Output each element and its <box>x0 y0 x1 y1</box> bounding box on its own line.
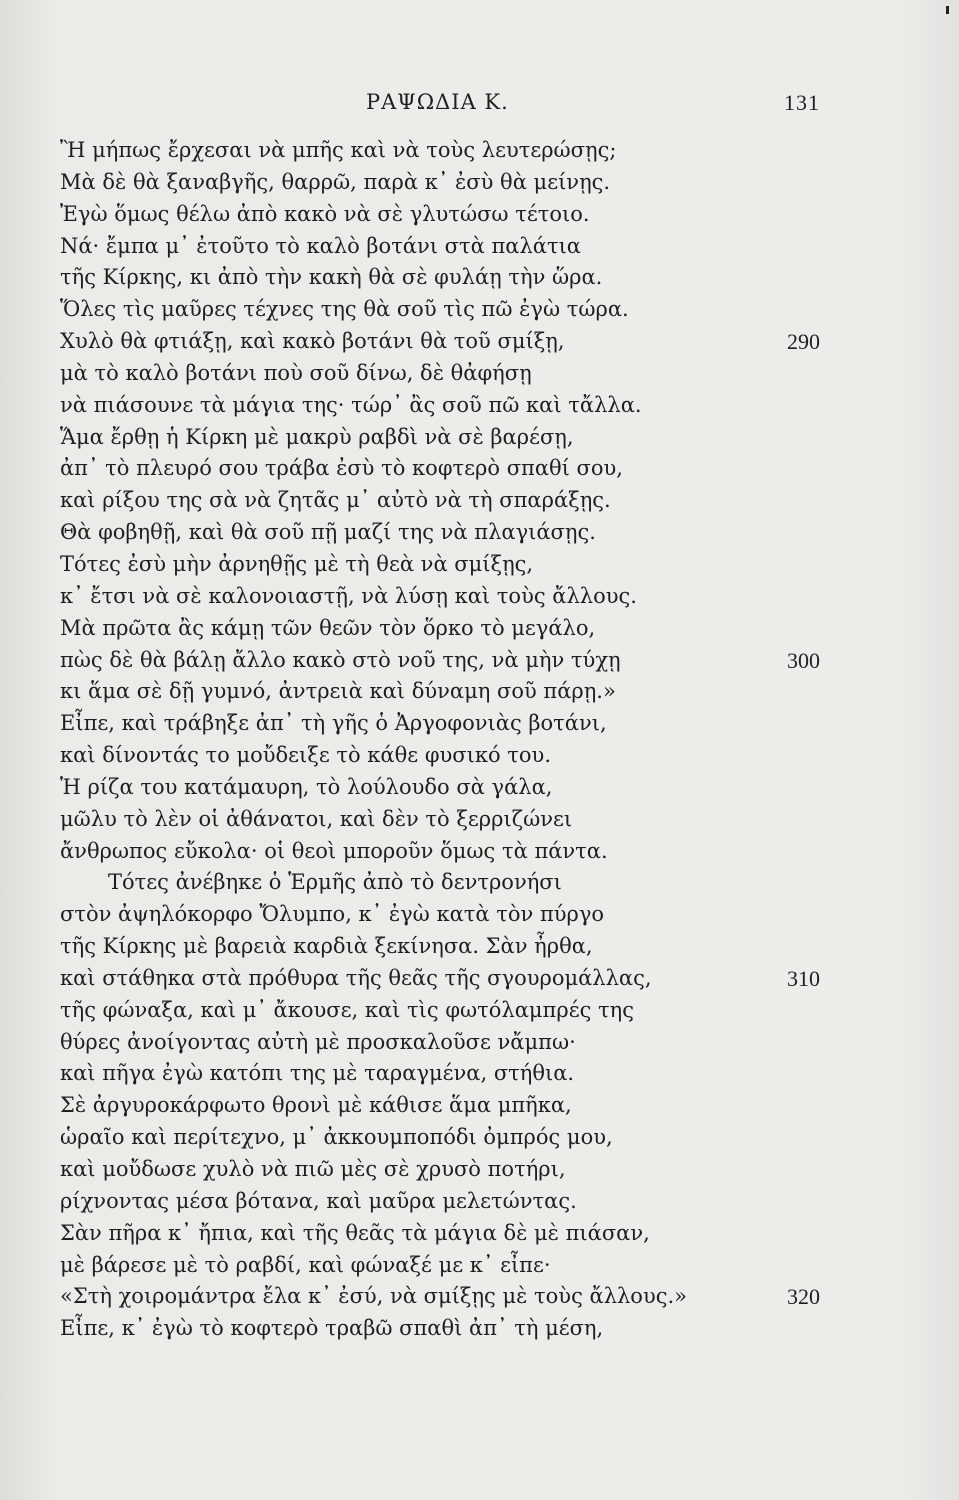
verse-line <box>60 772 820 804</box>
verse-text: Σὲ ἀργυροκάρφωτο θρονὶ μὲ κάθισε ἅμα μπῆκα, <box>60 1093 572 1118</box>
verse-text: «Στὴ χοιρομάντρα ἔλα κ᾽ ἐσύ, νὰ σμίξῃς μὲ τοὺς ἄλλους.» <box>60 1284 688 1309</box>
verse-text: μὲ βάρεσε μὲ τὸ ραβδί, καὶ φώναξέ με κ᾽ εἶπε· <box>60 1252 551 1277</box>
verse-line <box>60 708 820 740</box>
verse-line <box>60 1313 820 1345</box>
verse-line <box>60 231 820 263</box>
verse-text: ἄνθρωπος εὔκολα· οἱ θεοὶ μποροῦν ὅμως τὰ πάντα. <box>60 838 608 863</box>
verse-line <box>60 549 820 581</box>
verse-text: στὸν ἀψηλόκορφο Ὄλυμπο, κ᾽ ἐγὼ κατὰ τὸν πύργο <box>60 902 605 927</box>
verse-line <box>60 1090 820 1122</box>
line-number: 300 <box>787 647 820 673</box>
verse-line <box>60 931 820 963</box>
verse-text: Εἶπε, καὶ τράβηξε ἀπ᾽ τὴ γῆς ὁ Ἀργοφονιὰς βοτάνι, <box>60 711 607 736</box>
verse-text: ρίχνοντας μέσα βότανα, καὶ μαῦρα μελετώντας. <box>60 1188 577 1213</box>
verse-line <box>60 1058 820 1090</box>
verse-line <box>60 1122 820 1154</box>
verse-line <box>60 1027 820 1059</box>
verse-text: Μὰ πρῶτα ἂς κάμῃ τῶν θεῶν τὸν ὅρκο τὸ μεγάλο, <box>60 615 596 640</box>
verse-line <box>60 390 820 422</box>
verse-text: Ἅμα ἔρθῃ ἡ Κίρκη μὲ μακρὺ ραβδὶ νὰ σὲ βαρέσῃ, <box>60 424 574 449</box>
verse-line <box>60 1281 820 1313</box>
verse-text: Τότες ἀνέβηκε ὁ Ἑρμῆς ἀπὸ τὸ δεντρονήσι <box>108 870 562 895</box>
verse-text: τῆς Κίρκης μὲ βαρειὰ καρδιὰ ξεκίνησα. Σὰν ἦρθα, <box>60 934 593 959</box>
chapter-title: ΡΑΨΩΔΙΑ Κ. <box>366 90 509 114</box>
line-number: 290 <box>787 329 820 355</box>
verse-text: θύρες ἀνοίγοντας αὐτὴ μὲ προσκαλοῦσε νἄμπω· <box>60 1029 576 1054</box>
verse-line <box>60 1186 820 1218</box>
verse-text: καὶ στάθηκα στὰ πρόθυρα τῆς θεᾶς τῆς σγουρομάλλας, <box>60 965 652 990</box>
verse-text: Εἶπε, κ᾽ ἐγὼ τὸ κοφτερὸ τραβῶ σπαθὶ ἀπ᾽ τὴ μέση, <box>60 1316 604 1341</box>
verse-text: καὶ μοὔδωσε χυλὸ νὰ πιῶ μὲς σὲ χρυσὸ ποτήρι, <box>60 1157 566 1181</box>
verse-line <box>60 294 820 326</box>
verse-line <box>60 167 820 199</box>
verse-text: Χυλὸ θὰ φτιάξῃ, καὶ κακὸ βοτάνι θὰ τοῦ σμίξῃ, <box>60 329 565 354</box>
verse-block <box>60 135 820 1345</box>
verse-line <box>60 1154 820 1186</box>
verse-line <box>60 1250 820 1282</box>
verse-line <box>60 613 820 645</box>
line-number: 320 <box>787 1284 820 1310</box>
verse-line <box>60 1218 820 1250</box>
verse-line <box>60 581 820 613</box>
verse-text: Τότες ἐσὺ μὴν ἀρνηθῇς μὲ τὴ θεὰ νὰ σμίξῃς, <box>60 551 534 576</box>
verse-text: τῆς φώναξα, καὶ μ᾽ ἄκουσε, καὶ τὶς φωτόλαμπρές της <box>60 997 634 1022</box>
verse-line <box>60 262 820 294</box>
verse-text: κ᾽ ἔτσι νὰ σὲ καλονοιαστῇ, νὰ λύσῃ καὶ τοὺς ἄλλους. <box>60 583 637 608</box>
verse-line <box>60 867 820 899</box>
verse-text: Ἢ μήπως ἔρχεσαι νὰ μπῆς καὶ νὰ τοὺς λευτερώσῃς; <box>60 138 617 162</box>
verse-text: τῆς Κίρκης, κι ἀπὸ τὴν κακὴ θὰ σὲ φυλάῃ τὴν ὥρα. <box>60 265 603 290</box>
verse-line <box>60 676 820 708</box>
verse-line <box>60 740 820 772</box>
verse-text: ἀπ᾽ τὸ πλευρό σου τράβα ἐσὺ τὸ κοφτερὸ σπαθί σου, <box>60 456 623 481</box>
verse-line <box>60 517 820 549</box>
verse-line <box>60 963 820 995</box>
verse-text: καὶ ρίξου της σὰ νὰ ζητᾶς μ᾽ αὐτὸ νὰ τὴ σπαράξῃς. <box>60 488 611 513</box>
verse-text: μῶλυ τὸ λὲν οἱ ἀθάνατοι, καὶ δὲν τὸ ξερριζώνει <box>60 806 573 831</box>
verse-text: καὶ δίνοντάς το μοὔδειξε τὸ κάθε φυσικό του. <box>60 743 551 768</box>
verse-line <box>60 836 820 868</box>
verse-line <box>60 485 820 517</box>
verse-line <box>60 199 820 231</box>
verse-text: Ὅλες τὶς μαῦρες τέχνες της θὰ σοῦ τὶς πῶ ἐγὼ τώρα. <box>60 297 629 322</box>
page-edge-mark <box>946 6 949 14</box>
verse-line <box>60 358 820 390</box>
verse-text: Ἡ ρίζα του κατάμαυρη, τὸ λούλουδο σὰ γάλα, <box>60 774 553 799</box>
verse-text: Μὰ δὲ θὰ ξαναβγῆς, θαρρῶ, παρὰ κ᾽ ἐσὺ θὰ μείνῃς. <box>60 169 611 194</box>
verse-line <box>60 804 820 836</box>
verse-line <box>60 326 820 358</box>
line-number: 310 <box>787 965 820 991</box>
verse-text: Ἐγὼ ὅμως θέλω ἀπὸ κακὸ νὰ σὲ γλυτώσω τέτοιο. <box>60 201 590 226</box>
verse-line <box>60 995 820 1027</box>
verse-text: πὼς δὲ θὰ βάλῃ ἄλλο κακὸ στὸ νοῦ της, νὰ μὴν τύχῃ <box>60 647 621 672</box>
page-number: 131 <box>784 90 820 115</box>
verse-line <box>60 422 820 454</box>
verse-text: Σὰν πῆρα κ᾽ ἤπια, καὶ τῆς θεᾶς τὰ μάγια δὲ μὲ πιάσαν, <box>60 1220 650 1245</box>
verse-text: νὰ πιάσουνε τὰ μάγια της· τώρ᾽ ἂς σοῦ πῶ καὶ τἄλλα. <box>60 392 642 417</box>
verse-line <box>60 135 820 167</box>
verse-line <box>60 645 820 677</box>
verse-line <box>60 453 820 485</box>
verse-text: ὡραῖο καὶ περίτεχνο, μ᾽ ἀκκουμποπόδι ὀμπρός μου, <box>60 1125 613 1150</box>
verse-text: καὶ πῆγα ἐγὼ κατόπι της μὲ ταραγμένα, στήθια. <box>60 1061 575 1086</box>
verse-text: μὰ τὸ καλὸ βοτάνι ποὺ σοῦ δίνω, δὲ θἀφήσῃ <box>60 360 532 385</box>
verse-text: κι ἅμα σὲ δῇ γυμνό, ἀντρειὰ καὶ δύναμη σοῦ πάρῃ.» <box>60 679 616 704</box>
verse-text: Νά· ἔμπα μ᾽ ἐτοῦτο τὸ καλὸ βοτάνι στὰ παλάτια <box>60 233 581 258</box>
verse-text: Θὰ φοβηθῇ, καὶ θὰ σοῦ πῇ μαζί της νὰ πλαγιάσῃς. <box>60 520 596 545</box>
verse-line <box>60 899 820 931</box>
running-header <box>60 90 820 120</box>
